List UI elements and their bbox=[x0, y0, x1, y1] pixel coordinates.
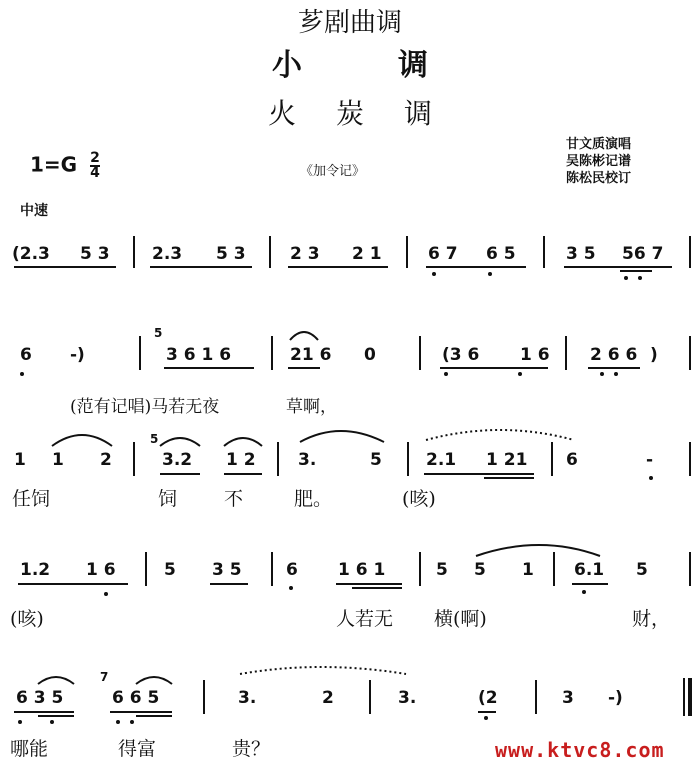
note-r4-6: 1 6 1 bbox=[338, 560, 386, 580]
note-r2-3: 3 6 1 6 bbox=[166, 345, 232, 365]
note-r4-2: 1 6 bbox=[86, 560, 116, 580]
note-r1-3: 2.3 bbox=[152, 244, 183, 264]
note-r2-9: ) bbox=[650, 345, 658, 365]
grace-note-1: 5 bbox=[154, 326, 163, 340]
note-r4-3: 5 bbox=[164, 560, 176, 580]
note-r3-5: 1 2 bbox=[226, 450, 256, 470]
slur bbox=[52, 435, 112, 446]
note-r4-5: 6 bbox=[286, 560, 298, 580]
note-r5-5: 3. bbox=[398, 688, 417, 708]
note-r4-10: 6.1 bbox=[574, 560, 605, 580]
note-r1-5: 2 3 bbox=[290, 244, 320, 264]
source-play: 《加令记》 bbox=[300, 164, 366, 179]
slur bbox=[240, 667, 406, 674]
note-r5-3: 3. bbox=[238, 688, 257, 708]
lyric-r4-3: 横(啊) bbox=[434, 608, 487, 630]
note-r3-11: - bbox=[646, 450, 654, 470]
note-r5-2: 6 6 5 bbox=[112, 688, 160, 708]
tempo-marking: 中速 bbox=[20, 203, 48, 219]
note-r3-2: 1 bbox=[52, 450, 64, 470]
note-r1-7: 6 7 bbox=[428, 244, 458, 264]
lyric-r5-1: 哪能 bbox=[10, 738, 49, 760]
note-r4-1: 1.2 bbox=[20, 560, 51, 580]
note-r3-3: 2 bbox=[100, 450, 112, 470]
note-r3-10: 6 bbox=[566, 450, 578, 470]
grace-note-3: 7 bbox=[100, 670, 109, 684]
lyric-r5-3: 贵？ bbox=[232, 738, 271, 760]
slur bbox=[224, 438, 262, 446]
note-r4-11: 5 bbox=[636, 560, 648, 580]
note-r2-7: 1 6 bbox=[520, 345, 550, 365]
note-r2-4: 21 6 bbox=[290, 345, 332, 365]
lyric-r2-1: (范有记唱)马若无夜 bbox=[70, 397, 220, 417]
note-r4-4: 3 5 bbox=[212, 560, 242, 580]
note-r4-7: 5 bbox=[436, 560, 448, 580]
credits-block: 甘文质演唱 吴陈彬记谱 陈松民校订 bbox=[566, 137, 632, 186]
slur bbox=[300, 431, 384, 442]
note-r2-5: 0 bbox=[364, 345, 376, 365]
lyric-r4-4: 财， bbox=[632, 608, 671, 630]
lyric-r5-2: 得富 bbox=[118, 738, 157, 760]
note-r5-8: -) bbox=[608, 688, 623, 708]
note-r1-4: 5 3 bbox=[216, 244, 246, 264]
slur bbox=[476, 545, 600, 556]
lyric-r2-2: 草啊， bbox=[286, 397, 337, 417]
note-r1-8: 6 5 bbox=[486, 244, 516, 264]
slur bbox=[38, 677, 74, 684]
watermark-text: www.ktvc8.com bbox=[495, 738, 665, 762]
note-r2-8: 2 6 6 bbox=[590, 345, 638, 365]
lyric-r3-4: 肥。 bbox=[294, 488, 333, 510]
note-r2-6: (3 6 bbox=[442, 345, 480, 365]
note-r1-1: (2.3 bbox=[12, 244, 50, 264]
lyric-r3-3: 不 bbox=[224, 488, 244, 510]
time-bottom: 4 bbox=[90, 165, 100, 181]
note-r3-7: 5 bbox=[370, 450, 382, 470]
key-label: 1=G bbox=[30, 152, 78, 177]
note-r2-1: 6 bbox=[20, 345, 32, 365]
note-r1-6: 2 1 bbox=[352, 244, 382, 264]
note-r5-1: 6 3 5 bbox=[16, 688, 64, 708]
song-subtitle: 火炭调 bbox=[267, 97, 472, 130]
note-r5-6: (2 bbox=[478, 688, 498, 708]
note-r2-2: -) bbox=[70, 345, 85, 365]
note-r3-8: 2.1 bbox=[426, 450, 457, 470]
note-r1-2: 5 3 bbox=[80, 244, 110, 264]
genre-heading: 芗剧曲调 bbox=[297, 8, 402, 38]
note-r3-4: 3.2 bbox=[162, 450, 193, 470]
note-r1-10: 56 7 bbox=[622, 244, 664, 264]
note-r3-6: 3. bbox=[298, 450, 317, 470]
note-r3-9: 1 21 bbox=[486, 450, 528, 470]
slur bbox=[160, 438, 200, 446]
note-r4-8: 5 bbox=[474, 560, 486, 580]
lyric-r3-2: 饲 bbox=[158, 488, 178, 510]
lyric-r4-2: 人若无 bbox=[336, 608, 394, 630]
note-r1-9: 3 5 bbox=[566, 244, 596, 264]
lyric-r3-5: (咳) bbox=[402, 488, 436, 510]
note-r5-4: 2 bbox=[322, 688, 334, 708]
time-top: 2 bbox=[90, 150, 100, 166]
grace-note-2: 5 bbox=[150, 432, 159, 446]
lyric-r3-1: 任饲 bbox=[12, 488, 51, 510]
lyric-r4-1: (咳) bbox=[10, 608, 44, 630]
note-r4-9: 1 bbox=[522, 560, 534, 580]
note-r5-7: 3 bbox=[562, 688, 574, 708]
note-r3-1: 1 bbox=[14, 450, 26, 470]
slur bbox=[136, 677, 172, 684]
slur bbox=[290, 332, 318, 340]
song-title: 小调 bbox=[272, 48, 524, 83]
slur bbox=[426, 430, 574, 440]
